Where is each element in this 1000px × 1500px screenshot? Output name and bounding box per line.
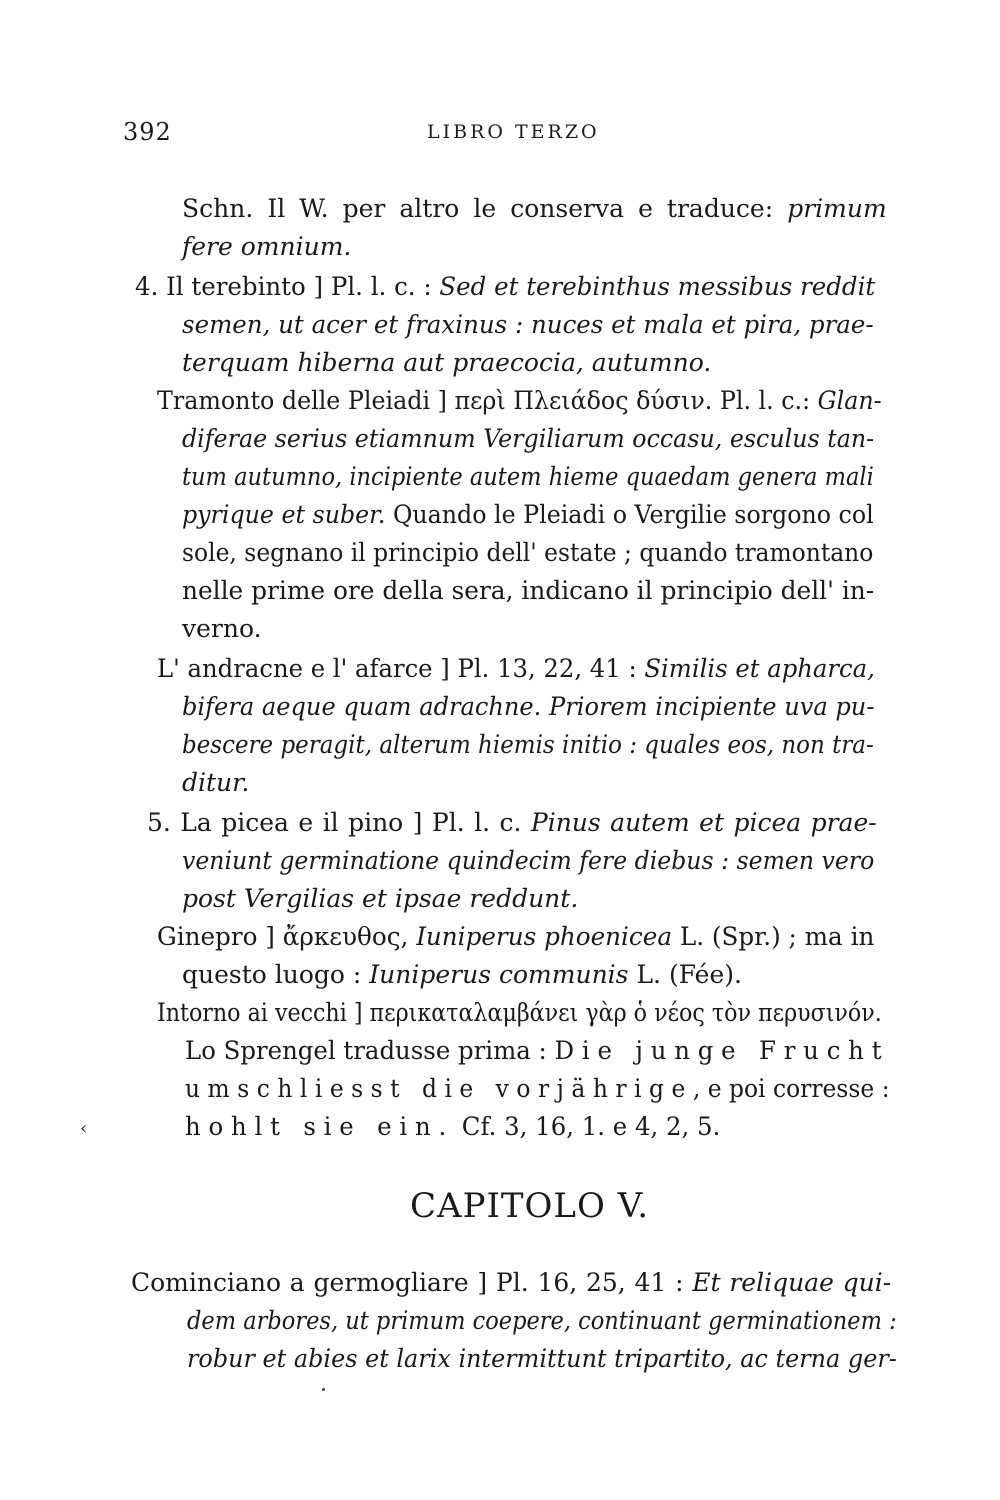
- text-run: 4. Il terebinto ] Pl. l. c. :: [135, 272, 440, 301]
- text-run: nelle prime ore della sera, indicano il principio dell' in-: [182, 576, 875, 605]
- latin-quote: robur et abies et larix intermittunt tripartito, ac terna ger-: [187, 1344, 897, 1373]
- text-line: [182, 726, 874, 764]
- text-line: [182, 842, 874, 880]
- latin-quote: bescere peragit, alterum hiemis initio : quales eos, non tra-: [182, 730, 874, 759]
- text-line: [157, 650, 875, 688]
- text-line: [182, 956, 742, 994]
- text-line: [187, 1302, 897, 1340]
- text-run: L. (Spr.) ; ma in: [672, 922, 875, 951]
- text-run: questo luogo :: [182, 960, 370, 989]
- text-line: [182, 880, 578, 918]
- latin-quote: Et reliquae qui-: [692, 1268, 892, 1297]
- text-line: [131, 1264, 891, 1302]
- latin-quote: ditur.: [182, 768, 250, 797]
- latin-quote: primum: [787, 194, 887, 223]
- text-run: Cf. 3, 16, 1. e 4, 2, 5.: [454, 1112, 721, 1141]
- latin-quote: diferae serius etiamnum Vergiliarum occasu, esculus tan-: [182, 424, 875, 453]
- text-run: Quando le Pleiadi o Vergilie sorgono col: [385, 500, 874, 529]
- text-run: Lo Sprengel tradusse prima :: [185, 1036, 555, 1065]
- text-line: [157, 918, 874, 956]
- latin-quote: Similis et apharca,: [644, 654, 875, 683]
- footer-dot: [322, 1388, 325, 1391]
- text-line: [157, 994, 882, 1032]
- latin-quote: semen, ut acer et fraxinus : nuces et mala et pira, prae-: [182, 310, 874, 339]
- page-number: 392: [123, 118, 172, 146]
- text-line: [185, 1070, 890, 1108]
- text-run: verno.: [182, 614, 262, 643]
- text-line: [182, 228, 351, 266]
- text-line: [185, 1108, 720, 1146]
- latin-quote: tum autumno, incipiente autem hieme quaedam genera mali: [182, 462, 874, 491]
- text-line: [182, 688, 874, 726]
- text-line: [135, 268, 875, 306]
- spaced-german: hohlt sie ein.: [185, 1112, 455, 1141]
- text-line: [182, 496, 874, 534]
- latin-quote: post Vergilias et ipsae reddunt.: [182, 884, 579, 913]
- latin-quote: bifera aeque quam adrachne. Priorem incipiente uva pu-: [182, 692, 875, 721]
- text-line: [182, 534, 873, 572]
- text-line: [187, 1340, 897, 1378]
- latin-quote: Sed et terebinthus messibus reddit: [439, 272, 876, 301]
- text-line: [182, 306, 874, 344]
- text-run: L' andracne e l' afarce ] Pl. 13, 22, 41 :: [157, 654, 645, 683]
- text-run: Intorno ai vecchi ] περικαταλαμβάνει γὰρ ὁ νέος τὸν περυσινόν.: [157, 998, 882, 1027]
- text-line: [182, 764, 249, 802]
- latin-quote: terquam hiberna aut praecocia, autumno.: [182, 348, 712, 377]
- text-line: [182, 190, 887, 228]
- text-run: sole, segnano il principio dell' estate ; quando tramontano: [182, 538, 874, 567]
- chapter-title: CAPITOLO V.: [410, 1186, 650, 1226]
- text-run: Ginepro ] ἄρκευθος,: [157, 922, 417, 951]
- text-run: L. (Fée).: [628, 960, 742, 989]
- text-line: [157, 382, 882, 420]
- text-line: [182, 572, 874, 610]
- latin-quote: fere omnium.: [182, 232, 352, 261]
- latin-quote: Iuniperus communis: [369, 960, 629, 989]
- text-run: , e poi corresse :: [692, 1074, 890, 1103]
- text-run: Schn. Il W. per altro le conserva e traduce:: [182, 194, 788, 223]
- spaced-german: umschliesst die vorjährige: [185, 1074, 693, 1103]
- text-line: [182, 344, 711, 382]
- text-run: 5. La picea e il pino ] Pl. l. c.: [147, 808, 531, 837]
- latin-quote: Iuniperus phoenicea: [416, 922, 673, 951]
- text-line: [147, 804, 877, 842]
- text-line: [185, 1032, 889, 1070]
- spaced-german: Die junge Frucht: [554, 1036, 890, 1065]
- latin-quote: veniunt germinatione quindecim fere diebus : semen vero: [182, 846, 875, 875]
- latin-quote: Glan-: [817, 386, 882, 415]
- latin-quote: Pinus autem et picea prae-: [530, 808, 877, 837]
- latin-quote: dem arbores, ut primum coepere, continuant germinationem :: [187, 1306, 897, 1335]
- text-run: Tramonto delle Pleiadi ] περὶ Πλειάδος δύσιν. Pl. l. c.:: [157, 386, 818, 415]
- stray-mark: ‹: [80, 1118, 88, 1139]
- text-line: [182, 420, 874, 458]
- text-run: Cominciano a germogliare ] Pl. 16, 25, 41 :: [131, 1268, 693, 1297]
- latin-quote: pyrique et suber.: [182, 500, 386, 529]
- text-line: [182, 610, 262, 648]
- text-line: [182, 458, 874, 496]
- running-title: LIBRO TERZO: [427, 121, 600, 143]
